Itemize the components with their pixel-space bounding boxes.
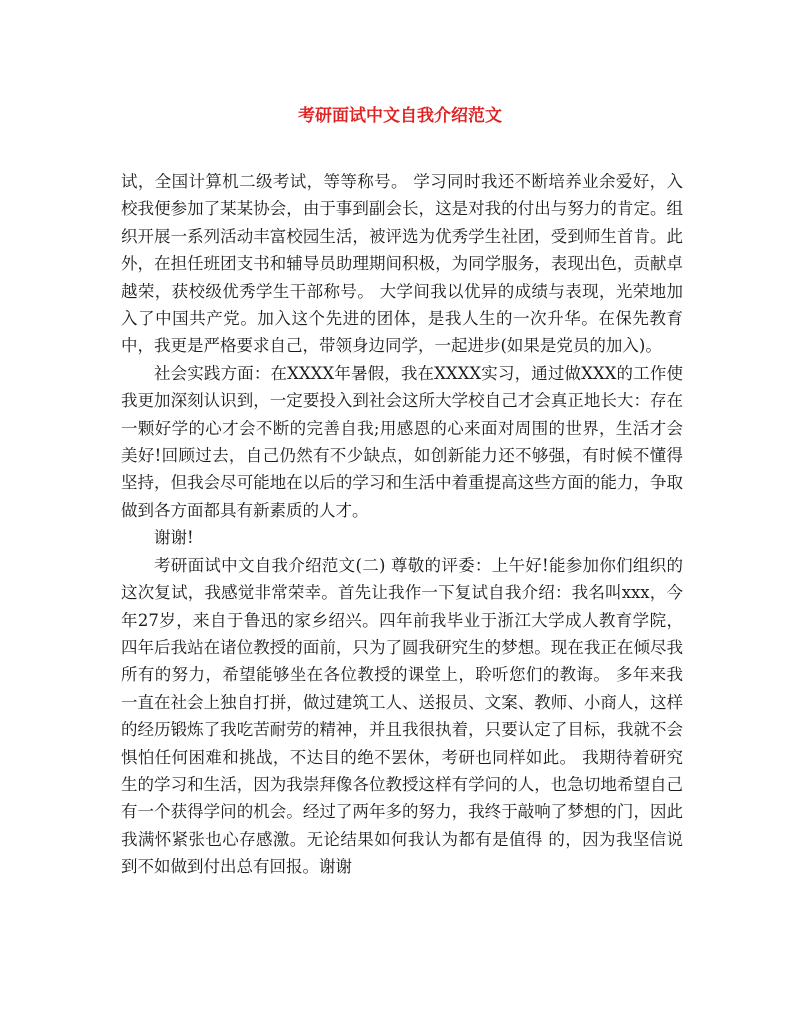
paragraph-sample-two: 考研面试中文自我介绍范文(二) 尊敬的评委：上午好!能参加你们组织的这次复试，我感觉非常荣幸。首先让我作一下复试自我介绍：我名叫xxx，今年27岁，来自于鲁迅的家乡绍兴。四年前我毕业于浙江大学成人教育学院，四年后我站在诸位教授的面前，只为了圆我研究生的梦想。现在我正在倾尽我所有的努力，希望能够坐在各位教授的课堂上，聆听您们的教诲。 多年来我一直在社会上独自打拼，做过建筑工人、送报员、文案、教师、小商人，这样的经历锻炼了我吃苦耐劳的精神，并且我很执着，只要认定了目标，我就不会惧怕任何困难和挑战，不达目的绝不罢休，考研也同样如此。 我期待着研究生的学习和生活，因为我崇拜像各位教授这样有学问的人，也急切地希望自己有一个获得学问的机会。经过了两年多的努力，我终于敲响了梦想的门，因此我满怀紧张也心存感激。无论结果如何我认为都有是值得 的，因为我坚信说到不如做到付出总有回报。谢谢 bbox=[121, 555, 683, 877]
paragraph-thanks: 谢谢! bbox=[154, 528, 194, 548]
paragraph-social-practice: 社会实践方面：在XXXX年暑假，我在XXXX实习，通过做XXX的工作使我更加深刻认识到，一定要投入到社会这所大学校自己才会真正地长大：存在一颗好学的心才会不断的完善自我;用感恩的心来面对周围的世界，生活才会美好!回顾过去，自己仍然有不少缺点，如创新能力还不够强，有时候不懂得坚持，但我会尽可能地在以后的学习和生活中着重提高这些方面的能力，争取做到各方面都具有新素质的人才。 bbox=[121, 363, 683, 520]
document-body bbox=[121, 168, 683, 881]
paragraph-achievements: 试，全国计算机二级考试，等等称号。 学习同时我还不断培养业余爱好，入校我便参加了某某协会，由于事到副会长，这是对我的付出与努力的肯定。组织开展一系列活动丰富校园生活，被评选为优秀学生社团，受到师生首肯。此外，在担任班团支书和辅导员助理期间积极，为同学服务，表现出色，贡献卓越荣，获校级优秀学生干部称号。 大学间我以优异的成绩与表现，光荣地加入了中国共产党。加入这个先进的团体，是我人生的一次升华。在保先教育中，我更是严格要求自己，带领身边同学，一起进步(如果是党员的加入)。 bbox=[121, 172, 683, 356]
document-title: 考研面试中文自我介绍范文 bbox=[298, 106, 502, 126]
